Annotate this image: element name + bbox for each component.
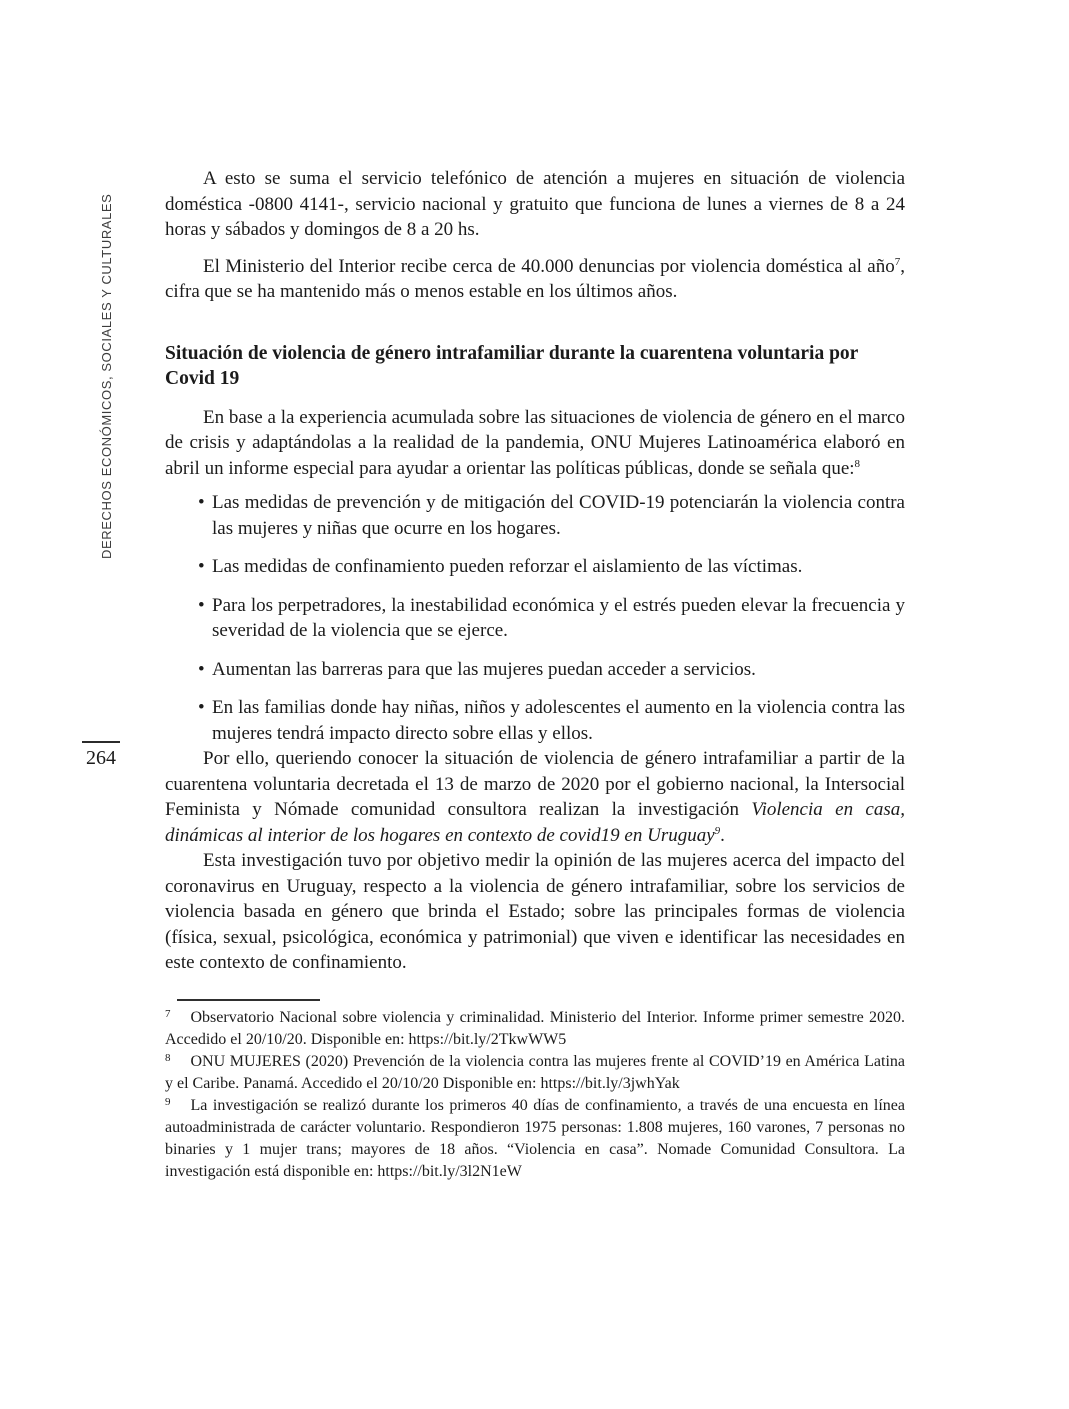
- text-run: Por ello, queriendo conocer la situación de violencia de género intrafamiliar a partir de la cuarentena voluntaria decretada el 13 de marzo de 2020 por el gobierno nacional, la Intersocial Feminista y Nómade comunidad consultora realizan la investigación: [165, 748, 905, 820]
- section-heading: Situación de violencia de género intrafamiliar durante la cuarentena voluntaria por Covid 19: [165, 342, 858, 389]
- bullet-icon: •: [198, 594, 205, 616]
- footnote-ref: 9: [714, 824, 721, 837]
- footnote-text: La investigación se realizó durante los primeros 40 días de confinamiento, a través de una encuesta en línea autoadministrada de carácter voluntario. Respondieron 1975 personas: 1.808 mujeres, 160 varones, 7 personas no binaries y 1 mujer trans; mayores de 18 años. “Violencia en casa”. Nomade Comunidad Consultora. La investigación está disponible en: https://bit.ly/3l2N1eW: [165, 1096, 905, 1180]
- footnote-marker: 9: [165, 1095, 171, 1108]
- bullet-icon: •: [198, 697, 205, 718]
- text-run: .: [720, 824, 725, 846]
- footnote-marker: 8: [165, 1051, 171, 1064]
- text-run: Violencia en casa, dinámicas al interior de los hogares en contexto de covid19 en Uruguay: [165, 799, 905, 846]
- paragraph-4: [165, 746, 905, 848]
- footnote-ref: 7: [894, 255, 901, 268]
- paragraph-2: [165, 254, 905, 305]
- bullet-item: [165, 657, 905, 683]
- footnote: [165, 1095, 905, 1183]
- page-number: 264: [86, 747, 116, 769]
- bullet-item: [165, 695, 905, 746]
- footnote-ref: 8: [854, 457, 861, 470]
- bullet-item: [165, 490, 905, 541]
- bullet-item-text: Aumentan las barreras para que las mujeres puedan acceder a servicios.: [212, 658, 756, 680]
- footnote: [165, 1051, 905, 1095]
- paragraph-5: [165, 848, 905, 976]
- footnote-separator: [177, 999, 320, 1001]
- footnote: [165, 1007, 905, 1051]
- text-run: El Ministerio del Interior recibe cerca de 40.000 denuncias por violencia doméstica al año: [203, 255, 895, 277]
- page-body: [165, 166, 905, 1183]
- text-run: Esta investigación tuvo por objetivo medir la opinión de las mujeres acerca del impacto del coronavirus en Uruguay, respecto a la violencia de género intrafamiliar, sobre los servicios de violencia basada en género que brinda el Estado; sobre las principales formas de violencia (física, sexual, psicológica, económica y patrimonial) que viven e identificar las necesidades en este contexto de confinamiento.: [165, 850, 905, 973]
- sidebar-vertical-label: DERECHOS ECONÓMICOS, SOCIALES Y CULTURALES: [99, 193, 114, 559]
- bullet-list: [165, 490, 905, 746]
- bullet-icon: •: [198, 556, 205, 577]
- bullet-icon: •: [198, 492, 205, 513]
- paragraph-3: [165, 405, 905, 482]
- bullet-item-text: Las medidas de confinamiento pueden reforzar el aislamiento de las víctimas.: [212, 556, 803, 577]
- bullet-item: [165, 593, 905, 644]
- page-number-block: [82, 741, 120, 770]
- bullet-item-text: En las familias donde hay niñas, niños y adolescentes el aumento en la violencia contra las mujeres tendrá impacto directo sobre ellas y ellos.: [212, 697, 905, 744]
- text-run: , cifra que se ha mantenido más o menos estable en los últimos años.: [165, 255, 905, 302]
- footnote-text: ONU MUJERES (2020) Prevención de la violencia contra las mujeres frente al COVID’19 en América Latina y el Caribe. Panamá. Accedido el 20/10/20 Disponible en: https://bit.ly/3jwhYak: [165, 1052, 905, 1092]
- paragraph-1: [165, 166, 905, 243]
- bullet-icon: •: [198, 658, 205, 680]
- bullet-item-text: Para los perpetradores, la inestabilidad económica y el estrés pueden elevar la frecuencia y severidad de la violencia que se ejerce.: [212, 594, 905, 641]
- text-run: A esto se suma el servicio telefónico de atención a mujeres en situación de violencia doméstica -0800 4141-, servicio nacional y gratuito que funciona de lunes a viernes de 8 a 24 horas y sábados y domingos de 8 a 20 hs.: [165, 168, 905, 240]
- footnote-marker: 7: [165, 1007, 171, 1020]
- text-run: En base a la experiencia acumulada sobre las situaciones de violencia de género en el marco de crisis y adaptándolas a la realidad de la pandemia, ONU Mujeres Latinoamérica elaboró en abril un informe especial para ayudar a orientar las políticas públicas, donde se señala que:: [165, 406, 905, 479]
- footnote-text: Observatorio Nacional sobre violencia y criminalidad. Ministerio del Interior. Informe primer semestre 2020. Accedido el 20/10/20. Disponible en: https://bit.ly/2TkwWW5: [165, 1008, 905, 1048]
- footnotes: [165, 1007, 905, 1183]
- bullet-item: [165, 554, 905, 580]
- bullet-item-text: Las medidas de prevención y de mitigación del COVID-19 potenciarán la violencia contra las mujeres y niñas que ocurre en los hogares.: [212, 492, 905, 539]
